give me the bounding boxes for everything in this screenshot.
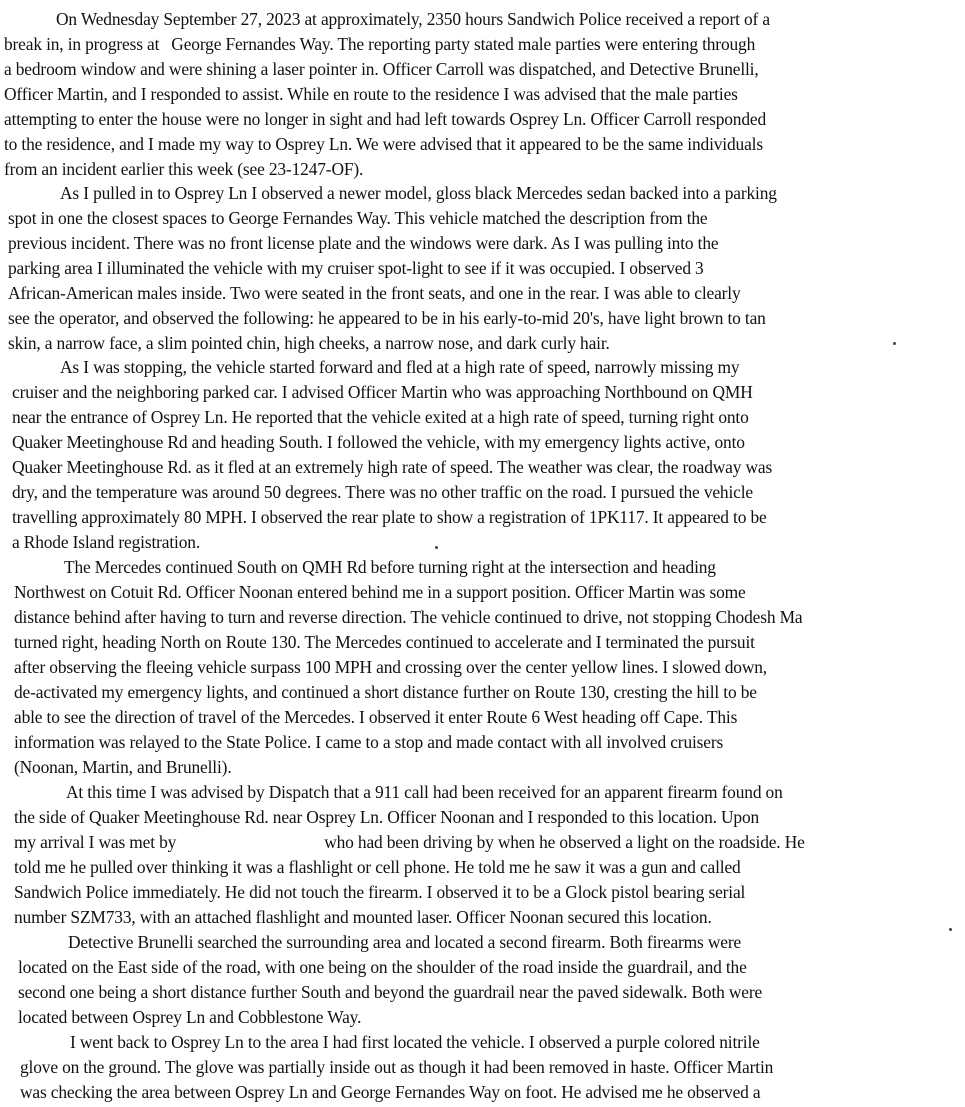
paragraph-4-line-2: Northwest on Cotuit Rd. Officer Noonan entered behind me in a support position. Officer Martin was some xyxy=(14,582,746,602)
paragraph-5-line-4: told me he pulled over thinking it was a flashlight or cell phone. He told me he saw it was a gun and called xyxy=(14,857,741,877)
paragraph-4-line-6: de-activated my emergency lights, and continued a short distance further on Route 130, cresting the hill to be xyxy=(14,682,757,702)
paragraph-5-line-3 xyxy=(14,831,805,853)
paragraph-6-line-1: Detective Brunelli searched the surrounding area and located a second firearm. Both firearms were xyxy=(68,932,742,952)
paragraph-1-line-4: Officer Martin, and I responded to assist. While en route to the residence I was advised that the male parties xyxy=(4,84,738,104)
paragraph-4-line-3: distance behind after having to turn and reverse direction. The vehicle continued to drive, not stopping Chodesh Ma xyxy=(14,607,803,627)
paragraph-3-line-3: near the entrance of Osprey Ln. He reported that the vehicle exited at a high rate of speed, turning right onto xyxy=(12,407,749,427)
paragraph-5-line-6: number SZM733, with an attached flashlight and mounted laser. Officer Noonan secured this location. xyxy=(14,907,712,927)
paragraph-4-line-5: after observing the fleeing vehicle surpass 100 MPH and crossing over the center yellow lines. I slowed down, xyxy=(14,657,767,677)
paragraph-3-line-4: Quaker Meetinghouse Rd and heading South. I followed the vehicle, with my emergency lights active, onto xyxy=(12,432,745,452)
paragraph-7-line-2: glove on the ground. The glove was partially inside out as though it had been removed in haste. Officer Martin xyxy=(20,1057,774,1077)
paragraph-1-line-2-start: break in, in progress at xyxy=(4,34,160,54)
paragraph-4-line-4: turned right, heading North on Route 130. The Mercedes continued to accelerate and I terminated the pursuit xyxy=(14,632,755,652)
scan-speck xyxy=(435,546,438,549)
paragraph-3-line-8: a Rhode Island registration. xyxy=(12,532,201,552)
scan-speck xyxy=(949,928,952,931)
paragraph-6-line-2: located on the East side of the road, with one being on the shoulder of the road inside the guardrail, and the xyxy=(18,957,747,977)
scan-speck xyxy=(893,342,896,345)
paragraph-2-line-2: spot in one the closest spaces to George Fernandes Way. This vehicle matched the description from the xyxy=(8,208,708,228)
paragraph-2-line-6: see the operator, and observed the following: he appeared to be in his early-to-mid 20's, have light brown to tan xyxy=(8,308,766,328)
paragraph-6-line-4: located between Osprey Ln and Cobblestone Way. xyxy=(18,1007,362,1027)
paragraph-2-line-3: previous incident. There was no front license plate and the windows were dark. As I was pulling into the xyxy=(8,233,719,253)
paragraph-3-line-6: dry, and the temperature was around 50 degrees. There was no other traffic on the road. I pursued the vehicle xyxy=(12,482,753,502)
paragraph-4-line-9: (Noonan, Martin, and Brunelli). xyxy=(14,757,232,777)
paragraph-1-line-1: On Wednesday September 27, 2023 at approximately, 2350 hours Sandwich Police received a report of a xyxy=(56,9,770,29)
paragraph-5-line-3-start: my arrival I was met by xyxy=(14,832,177,852)
paragraph-1-line-2 xyxy=(4,33,755,55)
paragraph-3-line-2: cruiser and the neighboring parked car. I advised Officer Martin who was approaching Northbound on QMH xyxy=(12,382,753,402)
paragraph-7-line-1: I went back to Osprey Ln to the area I had first located the vehicle. I observed a purple colored nitrile xyxy=(70,1032,760,1052)
paragraph-1-line-2-end: George Fernandes Way. The reporting party stated male parties were entering through xyxy=(171,34,756,54)
paragraph-7-line-3: was checking the area between Osprey Ln and George Fernandes Way on foot. He advised me he observed a xyxy=(20,1082,761,1102)
paragraph-5-line-3-end: who had been driving by when he observed a light on the roadside. He xyxy=(324,832,805,852)
paragraph-2-line-5: African-American males inside. Two were seated in the front seats, and one in the rear. I was able to clearly xyxy=(8,283,741,303)
paragraph-1-line-5: attempting to enter the house were no longer in sight and had left towards Osprey Ln. Officer Carroll responded xyxy=(4,109,767,129)
paragraph-5-line-2: the side of Quaker Meetinghouse Rd. near Osprey Ln. Officer Noonan and I responded to this location. Upon xyxy=(14,807,760,827)
paragraph-2-line-7: skin, a narrow face, a slim pointed chin, high cheeks, a narrow nose, and dark curly hair. xyxy=(8,333,610,353)
paragraph-1-line-6: to the residence, and I made my way to Osprey Ln. We were advised that it appeared to be the same individuals xyxy=(4,134,763,154)
paragraph-4-line-7: able to see the direction of travel of the Mercedes. I observed it enter Route 6 West heading off Cape. This xyxy=(14,707,738,727)
paragraph-5-line-5: Sandwich Police immediately. He did not touch the firearm. I observed it to be a Glock pistol bearing serial xyxy=(14,882,746,902)
paragraph-2-line-4: parking area I illuminated the vehicle with my cruiser spot-light to see if it was occupied. I observed 3 xyxy=(8,258,704,278)
paragraph-4-line-1: The Mercedes continued South on QMH Rd before turning right at the intersection and heading xyxy=(64,557,716,577)
paragraph-3-line-5: Quaker Meetinghouse Rd. as it fled at an extremely high rate of speed. The weather was clear, the roadway was xyxy=(12,457,773,477)
paragraph-1-line-3: a bedroom window and were shining a laser pointer in. Officer Carroll was dispatched, and Detective Brunelli, xyxy=(4,59,759,79)
paragraph-3-line-7: travelling approximately 80 MPH. I observed the rear plate to show a registration of 1PK117. It appeared to be xyxy=(12,507,767,527)
paragraph-4-line-8: information was relayed to the State Police. I came to a stop and made contact with all involved cruisers xyxy=(14,732,724,752)
paragraph-3-line-1: As I was stopping, the vehicle started forward and fled at a high rate of speed, narrowly missing my xyxy=(60,357,740,377)
paragraph-6-line-3: second one being a short distance further South and beyond the guardrail near the paved sidewalk. Both were xyxy=(18,982,763,1002)
paragraph-1-line-7: from an incident earlier this week (see 23-1247-OF). xyxy=(4,159,364,179)
paragraph-5-line-1: At this time I was advised by Dispatch that a 911 call had been received for an apparent firearm found on xyxy=(66,782,783,802)
paragraph-2-line-1: As I pulled in to Osprey Ln I observed a newer model, gloss black Mercedes sedan backed into a parking xyxy=(60,183,777,203)
